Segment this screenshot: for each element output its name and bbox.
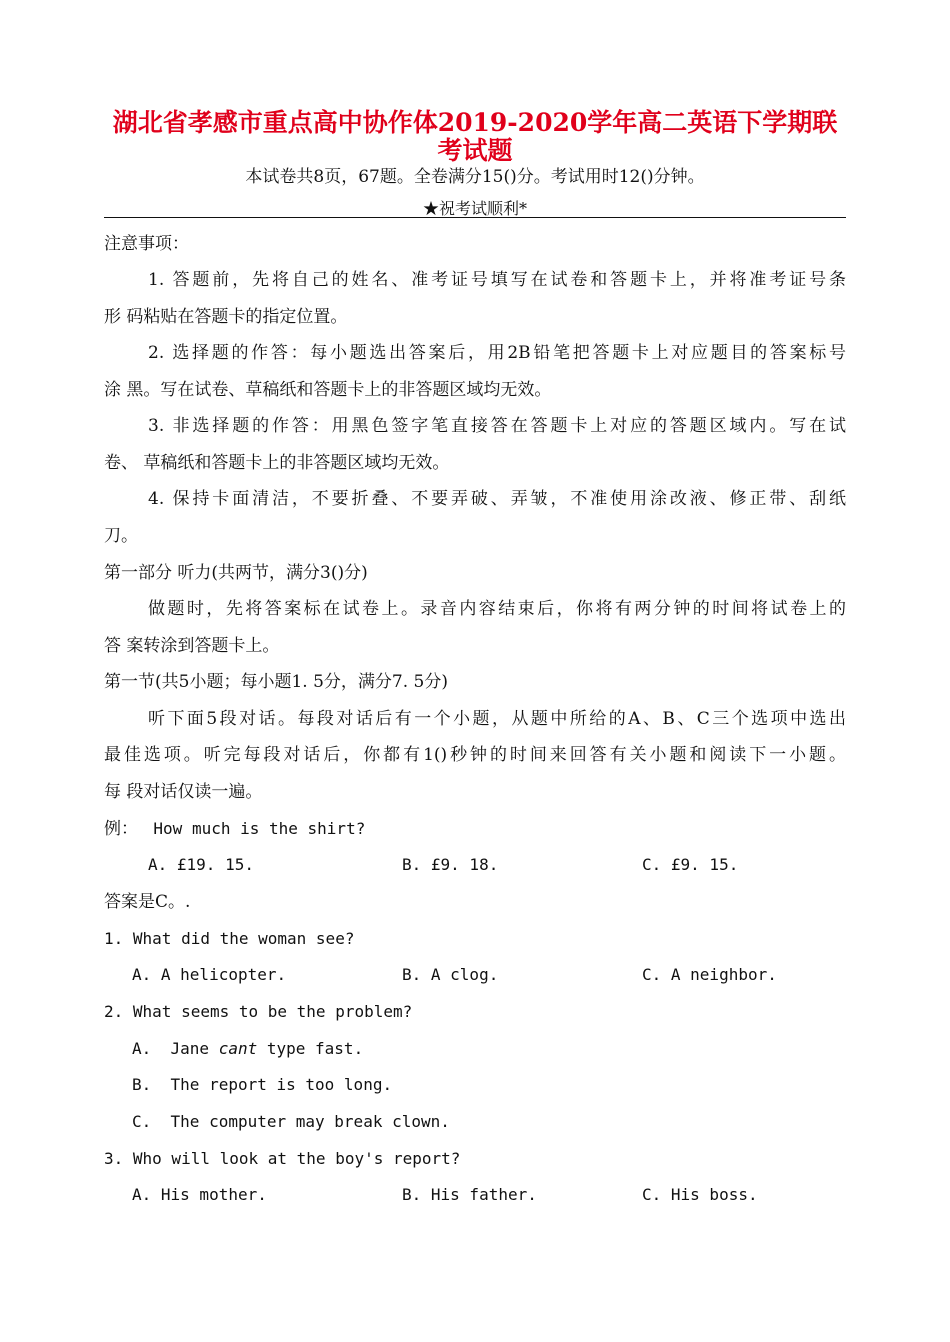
question-3-option-a: A. His mother. (132, 1185, 267, 1204)
example-answer: 答案是C。. (104, 892, 191, 912)
question-2-stem: 2. What seems to be the problem? (104, 1002, 413, 1021)
question-2-option-b: B. The report is too long. (132, 1075, 393, 1094)
part1-heading: 第一部分 听力(共两节，满分3()分) (104, 563, 368, 583)
notice-item-3: 3. 非选择题的作答：用黑色签字笔直接答在答题卡上对应的答题区域内。写在试 (148, 416, 846, 436)
exam-title-line1: 湖北省孝感市重点高中协作体2019-2020学年高二英语下学期联 (112, 108, 838, 137)
example-label: 例： (104, 819, 138, 839)
part1-intro-cont: 答 案转涂到答题卡上。 (104, 636, 280, 656)
example-option-b: B. £9. 18. (402, 855, 499, 874)
section1-instructions: 听下面5段对话。每段对话后有一个小题，从题中所给的A、B、C三个选项中选出 (148, 709, 846, 729)
notice-item-2-cont: 涂 黑。写在试卷、草稿纸和答题卡上的非答题区域均无效。 (104, 380, 552, 400)
notice-heading: 注意事项： (104, 234, 189, 254)
question-1-option-a: A. A helicopter. (132, 965, 287, 984)
notice-item-4: 4. 保持卡面清洁，不要折叠、不要弄破、弄皱，不准使用涂改液、修正带、刮纸 (148, 489, 846, 509)
section1-heading: 第一节(共5小题；每小题1. 5分，满分7. 5分) (104, 672, 448, 692)
section1-instructions-end: 每 段对话仅读一遍。 (104, 782, 263, 802)
question-3-option-c: C. His boss. (642, 1185, 758, 1204)
question-3-option-b: B. His father. (402, 1185, 537, 1204)
section1-instructions-cont: 最佳选项。听完每段对话后，你都有1()秒钟的时间来回答有关小题和阅读下一小题。 (104, 745, 846, 765)
example-question: How much is the shirt? (153, 819, 366, 838)
header-divider (104, 217, 846, 218)
question-1-stem: 1. What did the woman see? (104, 929, 355, 948)
notice-item-3-cont: 卷、 草稿纸和答题卡上的非答题区域均无效。 (104, 453, 450, 473)
notice-item-4-cont: 刀。 (104, 526, 138, 546)
question-1-option-b: B. A clog. (402, 965, 499, 984)
question-3-stem: 3. Who will look at the boy's report? (104, 1149, 461, 1168)
q2-a-emphasis: cant (218, 1039, 258, 1058)
notice-item-1: 1. 答题前，先将自己的姓名、准考证号填写在试卷和答题卡上，并将准考证号条 (148, 270, 846, 290)
exam-subtitle: 本试卷共8页，67题。全卷满分15()分。考试用时12()分钟。 (245, 167, 705, 187)
question-2-option-a (132, 1036, 363, 1062)
example-line (104, 816, 365, 842)
example-option-a: A. £19. 15. (148, 855, 254, 874)
notice-item-1-cont: 形 码粘贴在答题卡的指定位置。 (104, 307, 348, 327)
notice-item-2: 2. 选择题的作答：每小题选出答案后，用2B铅笔把答题卡上对应题目的答案标号 (148, 343, 846, 363)
exam-title-line2: 考试题 (437, 136, 513, 165)
example-option-c: C. £9. 15. (642, 855, 739, 874)
q2-a-prefix: A. Jane (132, 1039, 219, 1058)
good-luck-line: ★祝考试顺利* (422, 199, 527, 218)
question-2-option-c: C. The computer may break clown. (132, 1112, 450, 1131)
q2-a-suffix: type fast. (257, 1039, 364, 1058)
part1-intro: 做题时，先将答案标在试卷上。录音内容结束后，你将有两分钟的时间将试卷上的 (148, 599, 846, 619)
question-1-option-c: C. A neighbor. (642, 965, 777, 984)
